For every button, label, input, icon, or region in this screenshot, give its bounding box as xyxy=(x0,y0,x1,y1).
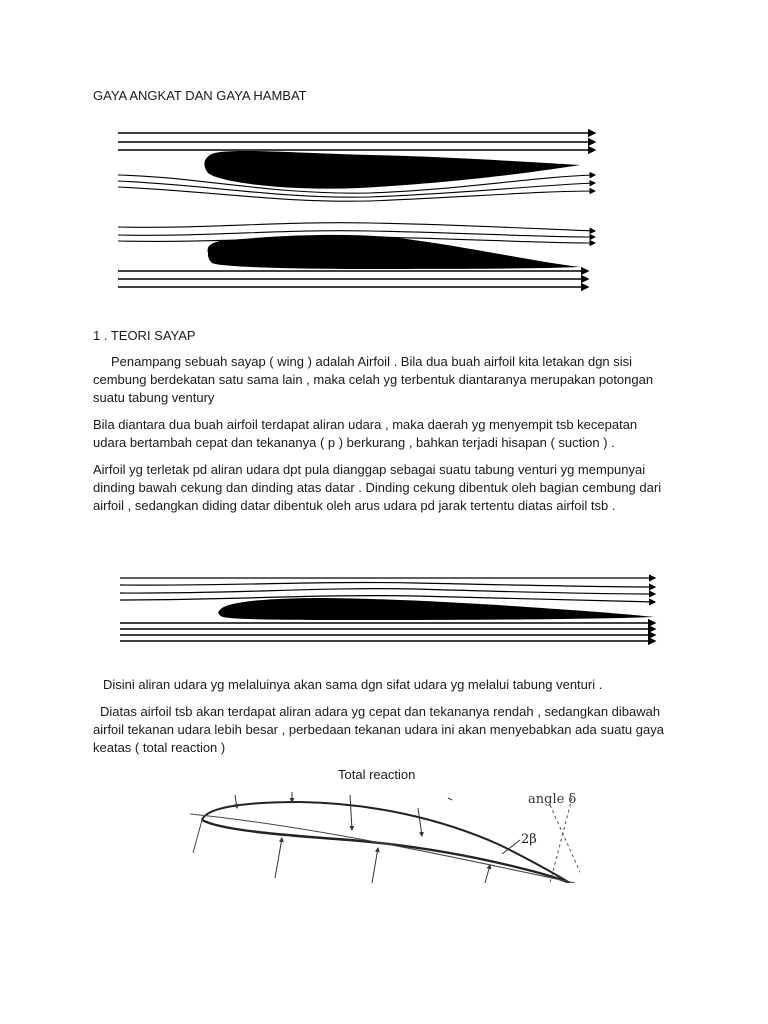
paragraph-2 xyxy=(93,416,673,452)
figure-caption: Total reaction xyxy=(338,767,416,782)
paragraph-line: udara bertambah cepat dan tekananya ( p ) berkurang , bahkan terjadi hisapan ( suction ) . xyxy=(93,435,615,450)
paragraph-line: Disini aliran udara yg melaluinya akan sama dgn sifat udara yg melalui tabung venturi . xyxy=(103,677,603,692)
upper-flow-lines xyxy=(120,578,655,602)
paragraph-1 xyxy=(93,353,673,407)
document-title: GAYA ANGKAT DAN GAYA HAMBAT xyxy=(93,88,307,103)
chord-line xyxy=(190,814,575,883)
angle-label: angle δ xyxy=(528,792,577,807)
pressure-distribution-figure xyxy=(190,790,580,885)
lower-airfoil xyxy=(208,235,581,269)
lower-flow-lines xyxy=(120,623,655,641)
paragraph-line: dinding bawah cekung dan dinding atas datar . Dinding cekung dibentuk oleh bagian cembung dari xyxy=(93,480,662,495)
two-beta-label: 2β xyxy=(521,832,537,847)
lower-flow-lines xyxy=(118,271,588,287)
airfoil xyxy=(218,598,655,620)
paragraph-5 xyxy=(93,703,673,757)
paragraph-line: suatu tabung ventury xyxy=(93,390,215,405)
paragraph-3 xyxy=(93,461,673,515)
upper-flow-lines xyxy=(118,133,595,150)
paragraph-4 xyxy=(93,676,673,694)
paragraph-line: Penampang sebuah sayap ( wing ) adalah Airfoil . Bila dua buah airfoil kita letakan dgn sisi xyxy=(111,354,633,369)
paragraph-line: airfoil , sedangkan diding datar dibentuk oleh arus udara pd jarak tertentu diatas airfoil tsb . xyxy=(93,498,616,513)
single-airfoil-figure xyxy=(115,572,660,647)
section-heading: 1 . TEORI SAYAP xyxy=(93,328,196,343)
paragraph-line: airfoil tekanan udara lebih besar , perbedaan tekanan udara ini akan menyebabkan ada suatu gaya xyxy=(93,722,664,737)
paragraph-line: Diatas airfoil tsb akan terdapat aliran adara yg cepat dan tekananya rendah , sedangkan dibawah xyxy=(100,704,661,719)
paragraph-line: cembung berdekatan satu sama lain , maka celah yg terbentuk diantaranya merupakan potongan xyxy=(93,372,654,387)
upper-airfoil xyxy=(204,151,580,189)
venturi-airfoil-figure xyxy=(110,125,600,295)
paragraph-line: keatas ( total reaction ) xyxy=(93,740,226,755)
paragraph-line: Bila diantara dua buah airfoil terdapat aliran udara , maka daerah yg menyempit tsb kecepatan xyxy=(93,417,638,432)
paragraph-line: Airfoil yg terletak pd aliran udara dpt pula dianggap sebagai suatu tabung venturi yg mempunyai xyxy=(93,462,646,477)
